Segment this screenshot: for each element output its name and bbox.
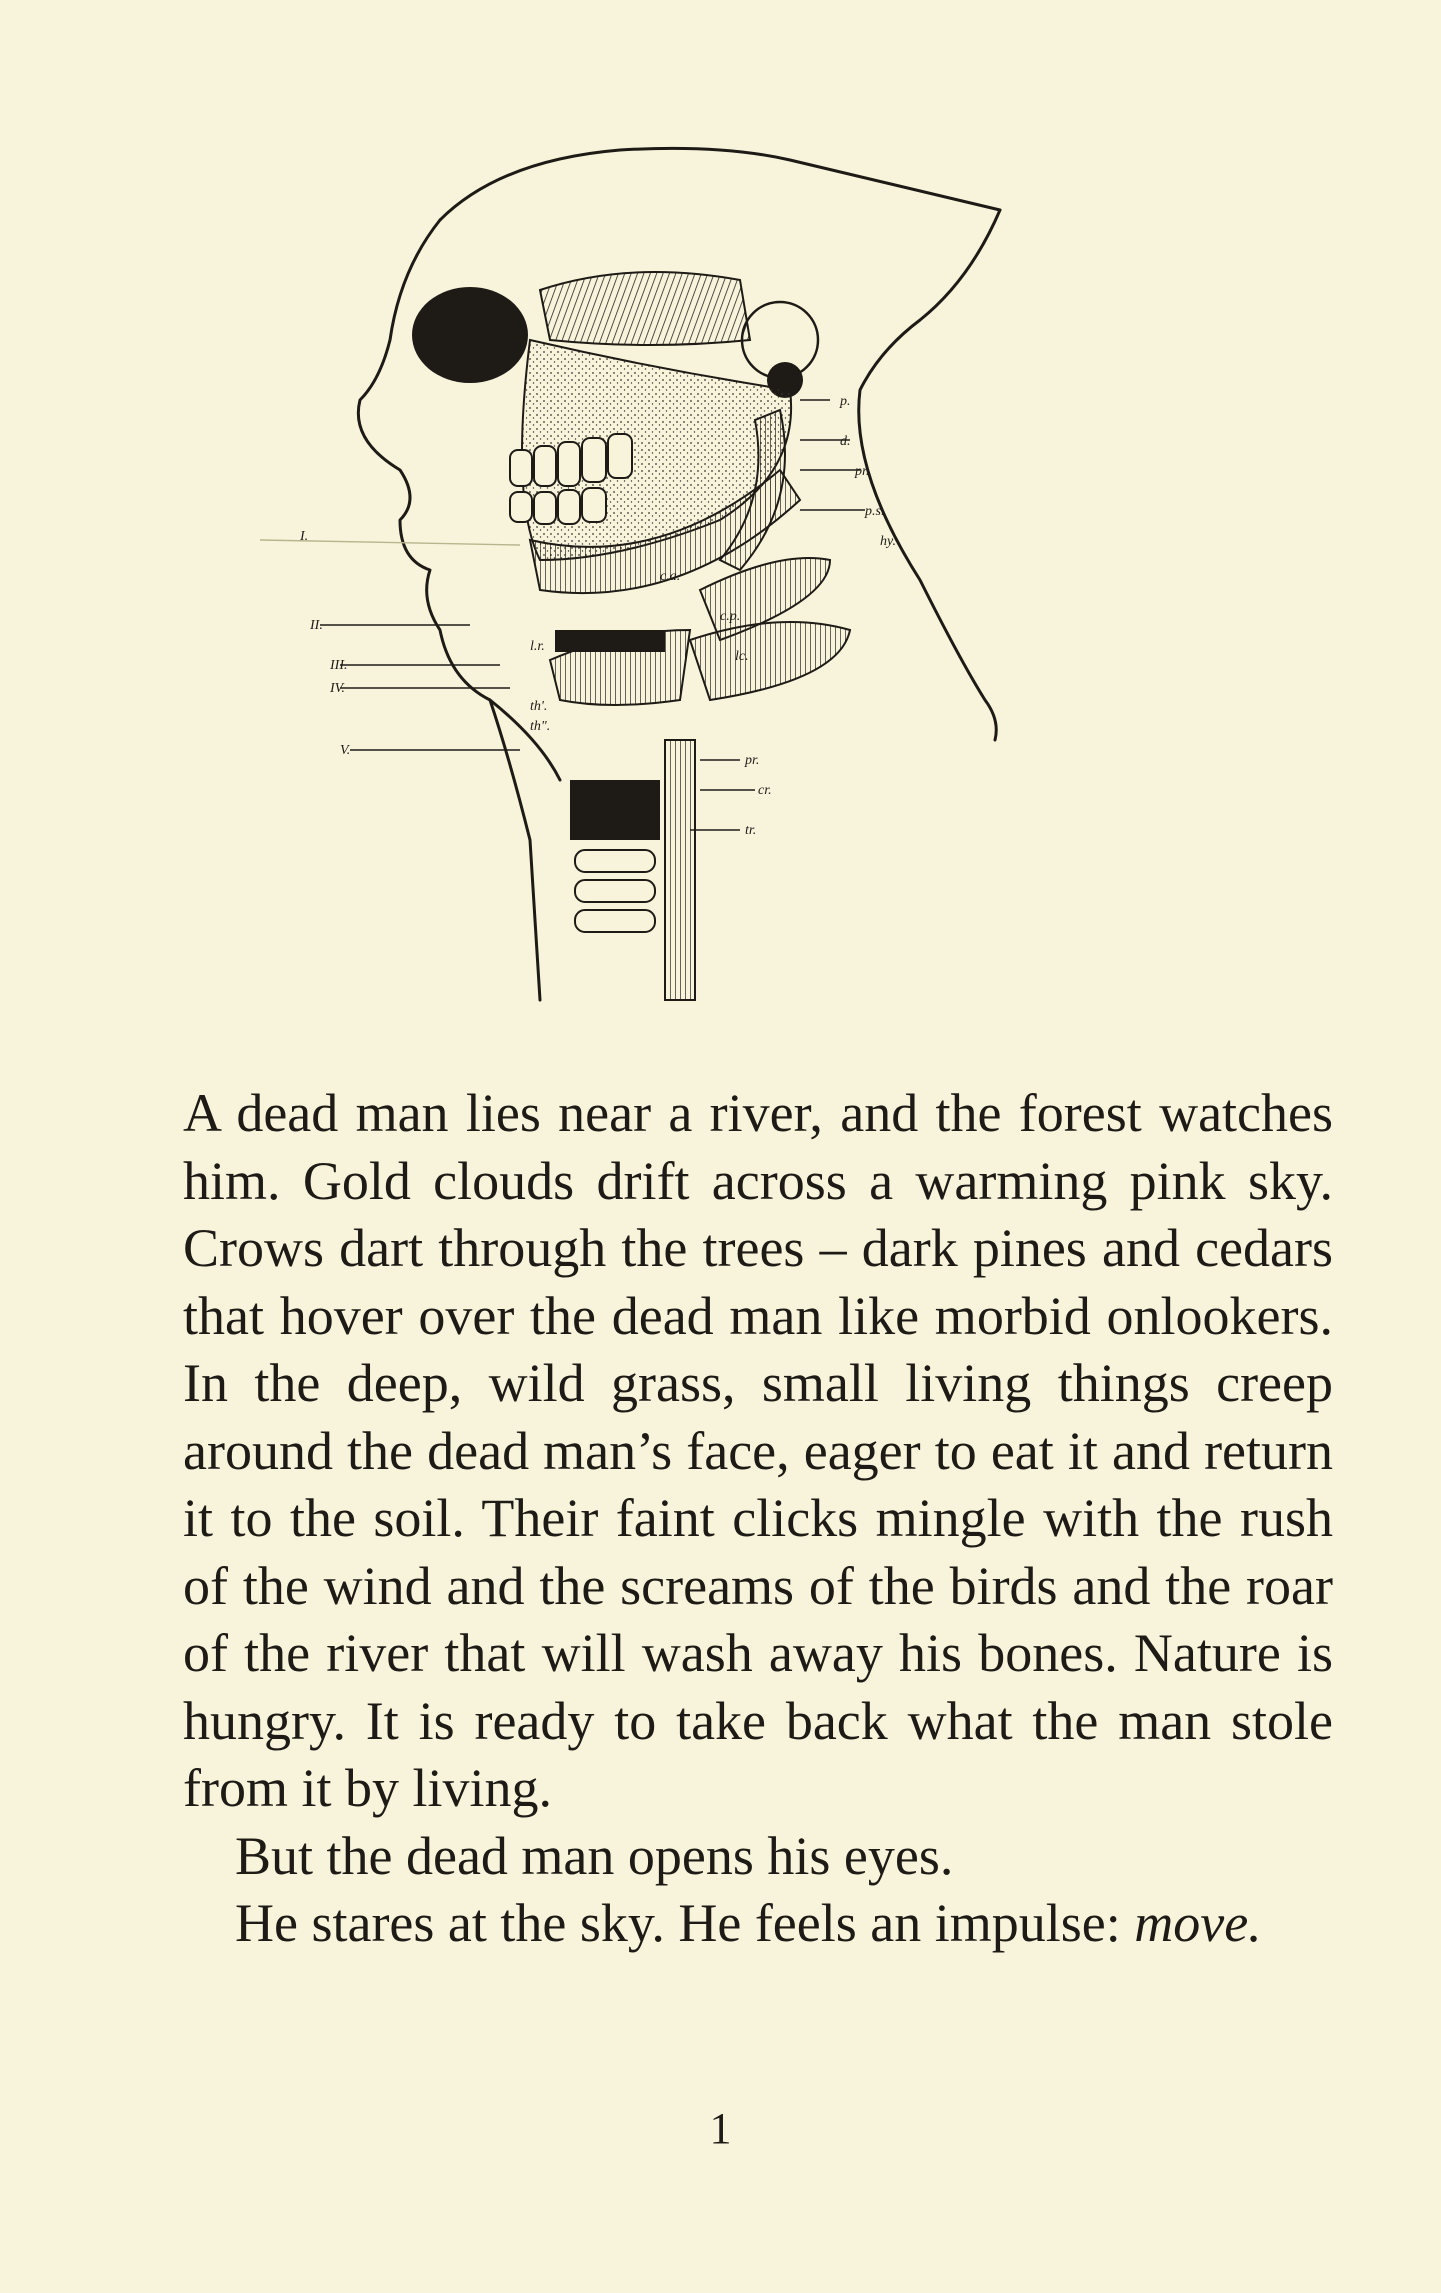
- paragraph-eyes-open: But the dead man opens his eyes.: [235, 1825, 954, 1886]
- figure-label-II: II.: [310, 618, 323, 633]
- figure-label-III: III.: [330, 658, 348, 673]
- figure-label-cp: c.p.: [720, 609, 741, 624]
- emphasis-move: move.: [1134, 1893, 1262, 1953]
- figure-label-I: I.: [300, 529, 309, 544]
- page-number: 1: [709, 2104, 732, 2153]
- figure-label-th2: th".: [530, 719, 551, 734]
- paragraph-impulse-lead: He stares at the sky. He feels an impulse:: [235, 1893, 1135, 1953]
- figure-label-tr: tr.: [745, 823, 757, 838]
- figure-label-ps: p.s.: [865, 504, 885, 519]
- figure-label-lc: lc.: [735, 649, 749, 664]
- figure-label-V: V.: [340, 743, 351, 758]
- figure-label-p: p.: [840, 394, 851, 409]
- figure-label-th1: th'.: [530, 699, 548, 714]
- figure-label-pr: pr.: [855, 464, 870, 479]
- figure-label-cr: cr.: [758, 783, 772, 798]
- anatomical-skull-neck-illustration: [300, 140, 1000, 1000]
- figure-label-lr: l.r.: [530, 639, 545, 654]
- figure-label-hy: hy.: [880, 534, 896, 549]
- figure-label-d: d.: [840, 434, 851, 449]
- figure-label-ca: c.a.: [660, 569, 681, 584]
- figure-label-IV: IV.: [330, 681, 345, 696]
- chapter-body-text: [183, 1080, 1333, 1958]
- paragraph-impulse: [183, 1890, 1333, 1958]
- figure-label-pr-lower: pr.: [745, 753, 760, 768]
- paragraph-opening: A dead man lies near a river, and the forest watches him. Gold clouds drift across a warming pink sky. Crows dart through the trees – dark pines and cedars that hover over the dead man like morbid onlookers. In the deep, wild grass, small living things creep around the dead man’s face, eager to eat it and return it to the soil. Their faint clicks mingle with the rush of the wind and the screams of the birds and the roar of the river that will wash away his bones. Nature is hungry. It is ready to take back what the man stole from it by living.: [183, 1083, 1333, 1818]
